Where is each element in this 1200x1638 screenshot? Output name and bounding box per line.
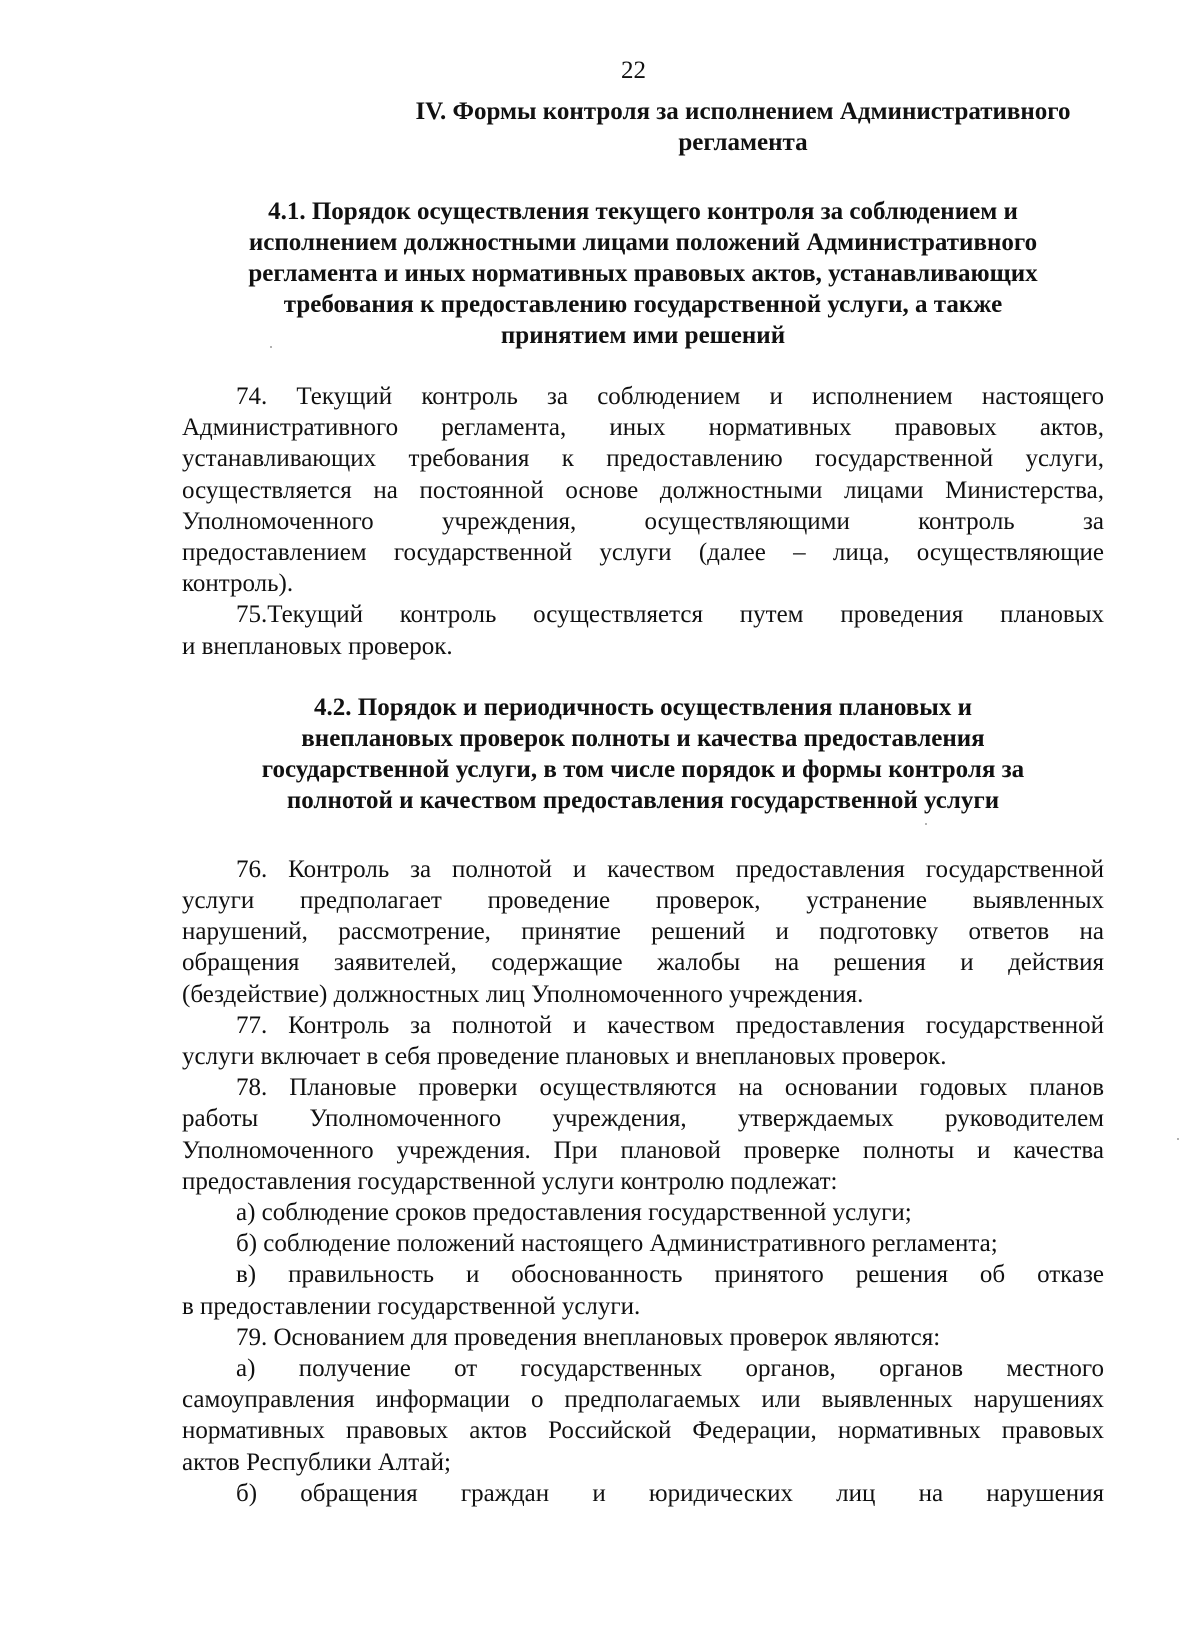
subsection-title-line: принятием ими решений (500, 322, 786, 349)
text-line: нарушений, рассмотрение, принятие решений и подготовку ответов на (182, 918, 1104, 946)
page-number: 22 (621, 57, 646, 84)
text-line: 75.Текущий контроль осуществляется путем проведения плановых (236, 601, 1104, 629)
text-line: 77. Контроль за полнотой и качеством предоставления государственной (236, 1011, 1104, 1039)
text-line: 78. Плановые проверки осуществляются на основании годовых планов (236, 1074, 1104, 1102)
text-line: контроль). (182, 570, 294, 598)
text-line: 74. Текущий контроль за соблюдением и исполнением настоящего (236, 383, 1104, 410)
item-78-v (182, 1259, 1104, 1321)
text-line: Административного регламента, иных нормативных правовых актов, (182, 414, 1104, 442)
text-line: нормативных правовых актов Российской Федерации, нормативных правовых (182, 1417, 1104, 1445)
item-78-b (182, 1228, 1104, 1259)
item-79-b (182, 1478, 1104, 1509)
text-line: (бездействие) должностных лиц Уполномоченного учреждения. (182, 980, 864, 1008)
text-line: в) правильность и обоснованность принятого решения об отказе (236, 1261, 1104, 1289)
text-line: услуги предполагает проведение проверок, устранение выявленных (182, 887, 1104, 915)
scan-speck (1177, 1138, 1179, 1140)
paragraph-74 (182, 381, 1104, 599)
text-line: Уполномоченного учреждения, осуществляющими контроль за (182, 507, 1104, 535)
subsection-title-line: 4.2. Порядок и периодичность осуществления плановых и (314, 693, 972, 721)
paragraph-77 (182, 1010, 1104, 1072)
text-line: актов Республики Алтай; (182, 1448, 451, 1476)
text-line: предоставления государственной услуги контролю подлежат: (182, 1167, 838, 1195)
subsection-title-line: полнотой и качеством предоставления государственной услуги (286, 786, 1000, 814)
text-line: услуги включает в себя проведение плановых и внеплановых проверок. (182, 1043, 947, 1071)
text-line: 79. Основанием для проведения внеплановых проверок являются: (236, 1323, 941, 1351)
text-line: в предоставлении государственной услуги. (182, 1292, 641, 1320)
subsection-4-1-title (168, 196, 1118, 351)
text-line: Уполномоченного учреждения. При плановой проверке полноты и качества (182, 1136, 1104, 1164)
text-line: предоставлением государственной услуги (далее – лица, осуществляющие (182, 539, 1104, 567)
subsection-title-line: требования к предоставлению государственной услуги, а также (283, 291, 1003, 318)
subsection-title-line: исполнением должностными лицами положений Административного (248, 229, 1038, 256)
text-line: а) получение от государственных органов, органов местного (236, 1355, 1104, 1383)
section-title (302, 96, 1184, 158)
text-line: осуществляется на постоянной основе должностными лицами Министерства, (182, 476, 1104, 504)
section-title-line: IV. Формы контроля за исполнением Административного (415, 98, 1071, 125)
scan-speck (270, 346, 272, 348)
text-line: самоуправления информации о предполагаемых или выявленных нарушениях (182, 1386, 1104, 1414)
document-body (182, 96, 1104, 1509)
subsection-title-line: регламента и иных нормативных правовых актов, устанавливающих (248, 260, 1038, 287)
text-line: 76. Контроль за полнотой и качеством предоставления государственной (236, 855, 1104, 883)
section-title-line: регламента (678, 129, 808, 156)
item-79-a (182, 1353, 1104, 1478)
paragraph-79 (182, 1322, 1104, 1353)
subsection-title-line: внеплановых проверок полноты и качества предоставления (301, 724, 985, 752)
text-line: устанавливающих требования к предоставлению государственной услуги, (182, 445, 1104, 473)
text-line: б) соблюдение положений настоящего Административного регламента; (236, 1230, 998, 1258)
paragraph-76 (182, 854, 1104, 1010)
text-line: а) соблюдение сроков предоставления государственной услуги; (236, 1199, 912, 1227)
subsection-title-line: 4.1. Порядок осуществления текущего контроля за соблюдением и (268, 198, 1018, 225)
paragraph-78 (182, 1072, 1104, 1197)
item-78-a (182, 1197, 1104, 1228)
text-line: обращения заявителей, содержащие жалобы на решения и действия (182, 949, 1104, 977)
text-line: и внеплановых проверок. (182, 632, 453, 660)
subsection-title-line: государственной услуги, в том числе порядок и формы контроля за (261, 755, 1025, 783)
text-line: работы Уполномоченного учреждения, утверждаемых руководителем (182, 1105, 1104, 1133)
text-line: б) обращения граждан и юридических лиц на нарушения (236, 1479, 1104, 1507)
subsection-4-2-title (168, 692, 1118, 816)
paragraph-75 (182, 599, 1104, 661)
scan-speck (925, 823, 927, 825)
